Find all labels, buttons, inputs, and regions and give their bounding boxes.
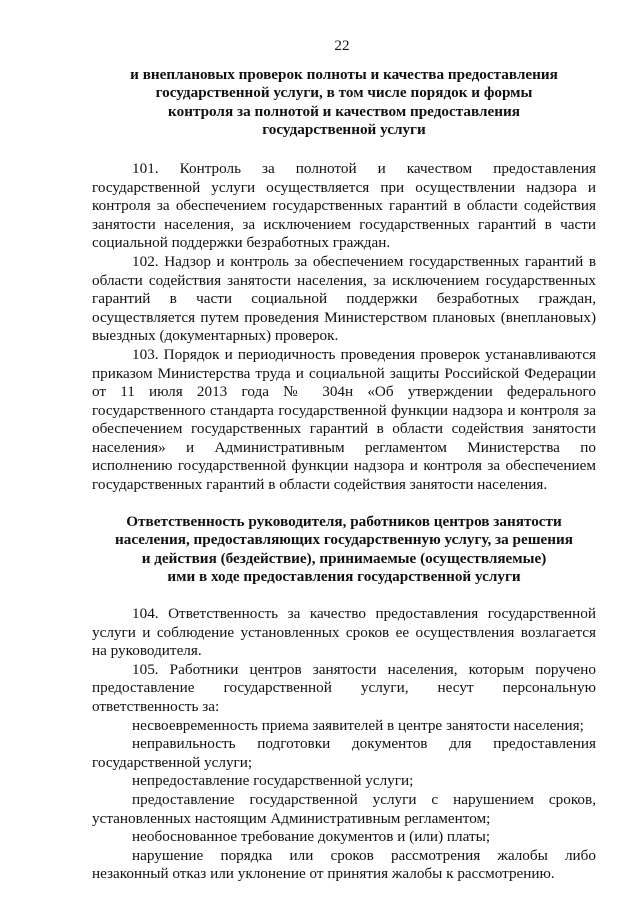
paragraph-103: 103. Порядок и периодичность проведения проверок устанавливаются приказом Министерства труда и социальной защиты Российской Федерации от 11 июля 2013 года № 304н «Об утверждении федерального государственного стандарта государственной функции надзора и контроля за обеспечением государственных гарантий в области содействия занятости населения» и Административным регламентом Министерства по исполнению государственной функции надзора и контроля за обеспечением государственных гарантий в области содействия занятости населения. [92, 345, 596, 494]
list-item: предоставление государственной услуги с нарушением сроков, установленных настоящим Административным регламентом; [92, 790, 596, 827]
paragraph-104: 104. Ответственность за качество предоставления государственной услуги и соблюдение установленных сроков ее осуществления возлагается на руководителя. [92, 605, 596, 660]
list-item: непредоставление государственной услуги; [132, 772, 414, 790]
heading-line: Ответственность руководителя, работников центров занятости [126, 512, 562, 530]
heading-line: государственной услуги, в том числе порядок и формы [155, 84, 533, 102]
paragraph-102: 102. Надзор и контроль за обеспечением государственных гарантий в области содействия занятости населения, за исключением государственных гарантий в части социальной поддержки безработных граждан, осуществляется путем проведения Министерством плановых (внеплановых) выездных (документарных) проверок. [92, 252, 596, 345]
heading-line: и внеплановых проверок полноты и качества предоставления [130, 65, 558, 83]
list-item: неправильность подготовки документов для предоставления государственной услуги; [92, 735, 596, 771]
section-heading-responsibility [92, 513, 596, 587]
list-item: нарушение порядка или сроков рассмотрения жалобы либо незаконный отказ или уклонение от принятия жалобы к рассмотрению. [92, 846, 596, 883]
paragraph-105: 105. Работники центров занятости населения, которым поручено предоставление государственной услуги, несут персональную ответственность за: [92, 660, 596, 715]
list-item: несвоевременность приема заявителей в центре занятости населения; [132, 716, 584, 734]
heading-line: контроля за полнотой и качеством предоставления [168, 102, 520, 120]
heading-line: государственной услуги [262, 121, 426, 139]
list-item: необоснованное требование документов и (или) платы; [132, 828, 491, 846]
heading-line: и действия (бездействие), принимаемые (осуществляемые) [141, 549, 547, 567]
heading-line: ими в ходе предоставления государственной услуги [167, 568, 521, 586]
page-number: 22 [334, 37, 350, 54]
paragraph-101: 101. Контроль за полнотой и качеством предоставления государственной услуги осуществляется при осуществлении надзора и контроля за обеспечением государственных гарантий в области содействия занятости населения, за исключением государственных гарантий в части социальной поддержки безработных граждан. [92, 159, 596, 252]
section-heading-control [92, 66, 596, 140]
heading-line: населения, предоставляющих государственную услугу, за решения [114, 531, 574, 549]
